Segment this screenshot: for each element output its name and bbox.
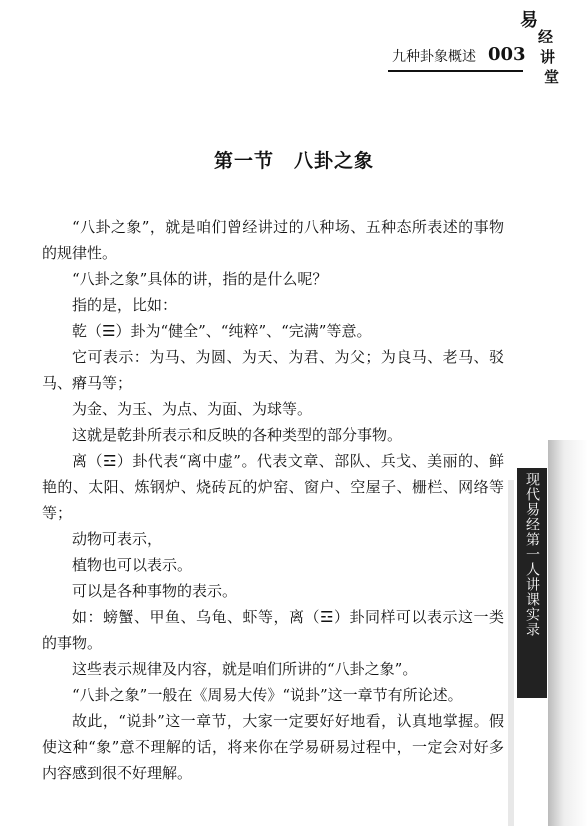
logo-char-4: 堂 (544, 68, 560, 86)
logo-char-1: 易 (520, 10, 538, 31)
paragraph: 故此，“说卦”这一章节，大家一定要好好地看，认真地掌握。假使这种“象”意不理解的话，将来你在学易研易过程中，一定会对好多内容感到很不好理解。 (42, 712, 504, 782)
paragraph: 动物可表示， (72, 530, 163, 548)
running-head: 九种卦象概述 (392, 49, 476, 65)
paragraph: “八卦之象”，就是咱们曾经讲过的八种场、五种态所表述的事物的规律性。 (42, 218, 504, 262)
side-tab (517, 468, 547, 698)
paragraph: 为金、为玉、为点、为面、为球等。 (72, 400, 313, 418)
page-edge-shadow-inner (508, 480, 514, 826)
page-edge-shadow (548, 440, 588, 826)
paragraph: 植物也可以表示。 (72, 556, 193, 574)
paragraph: “八卦之象”具体的讲，指的是什么呢？ (72, 270, 328, 288)
section-title: 第一节 八卦之象 (213, 150, 374, 172)
paragraph: “八卦之象”一般在《周易大传》“说卦”这一章节有所论述。 (72, 686, 463, 704)
page-number: 003 (488, 44, 526, 65)
header-rule (388, 70, 523, 72)
side-tab-text: 现代易经第一人讲课实录 (524, 472, 540, 637)
logo-char-2: 经 (538, 28, 554, 46)
paragraph: 这些表示规律及内容，就是咱们所讲的“八卦之象”。 (72, 660, 418, 678)
paragraph: 乾（☰）卦为“健全”、“纯粹”、“完满”等意。 (72, 322, 372, 340)
paragraph: 如：螃蟹、甲鱼、乌龟、虾等，离（☲）卦同样可以表示这一类的事物。 (42, 608, 504, 652)
paragraph: 指的是，比如： (72, 296, 178, 314)
paragraph: 离（☲）卦代表“离中虚”。代表文章、部队、兵戈、美丽的、鲜艳的、太阳、炼钢炉、烧砖瓦的炉窑、窗户、空屋子、栅栏、网络等等； (42, 452, 504, 522)
body-text (42, 214, 504, 786)
paragraph: 它可表示：为马、为圆、为天、为君、为父；为良马、老马、驳马、瘠马等； (42, 348, 504, 392)
logo-char-3: 讲 (540, 48, 556, 66)
paragraph: 这就是乾卦所表示和反映的各种类型的部分事物。 (72, 426, 403, 444)
paragraph: 可以是各种事物的表示。 (72, 582, 238, 600)
